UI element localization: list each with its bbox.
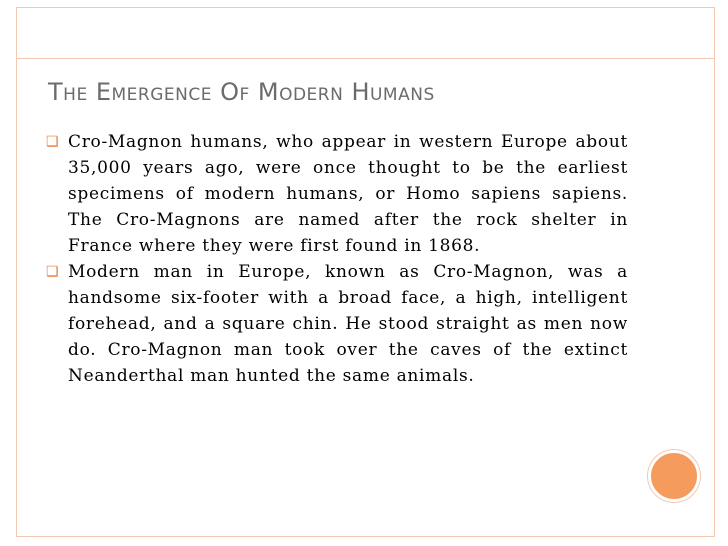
box-bullet-icon: ❑ xyxy=(46,134,60,150)
bullet-item xyxy=(46,259,628,389)
box-bullet-icon: ❑ xyxy=(46,264,60,280)
bullet-text: Modern man in Europe, known as Cro-Magnon, was a handsome six-footer with a broad face, a high, intelligent forehead, and a square chin. He stood straight as men now do. Cro-Magnon man took over the caves of the extinct Neanderthal man hunted the same animals. xyxy=(68,262,628,386)
decorative-circle xyxy=(648,450,700,502)
bullet-text: Cro-Magnon humans, who appear in western Europe about 35,000 years ago, were once thought to be the earliest specimens of modern humans, or Homo sapiens sapiens. The Cro-Magnons are named after the rock shelter in France where they were first found in 1868. xyxy=(68,132,628,256)
title-divider xyxy=(16,58,715,59)
slide-title: The Emergence Of Modern Humans xyxy=(48,78,435,106)
bullet-list xyxy=(46,129,628,389)
bullet-item xyxy=(46,129,628,259)
